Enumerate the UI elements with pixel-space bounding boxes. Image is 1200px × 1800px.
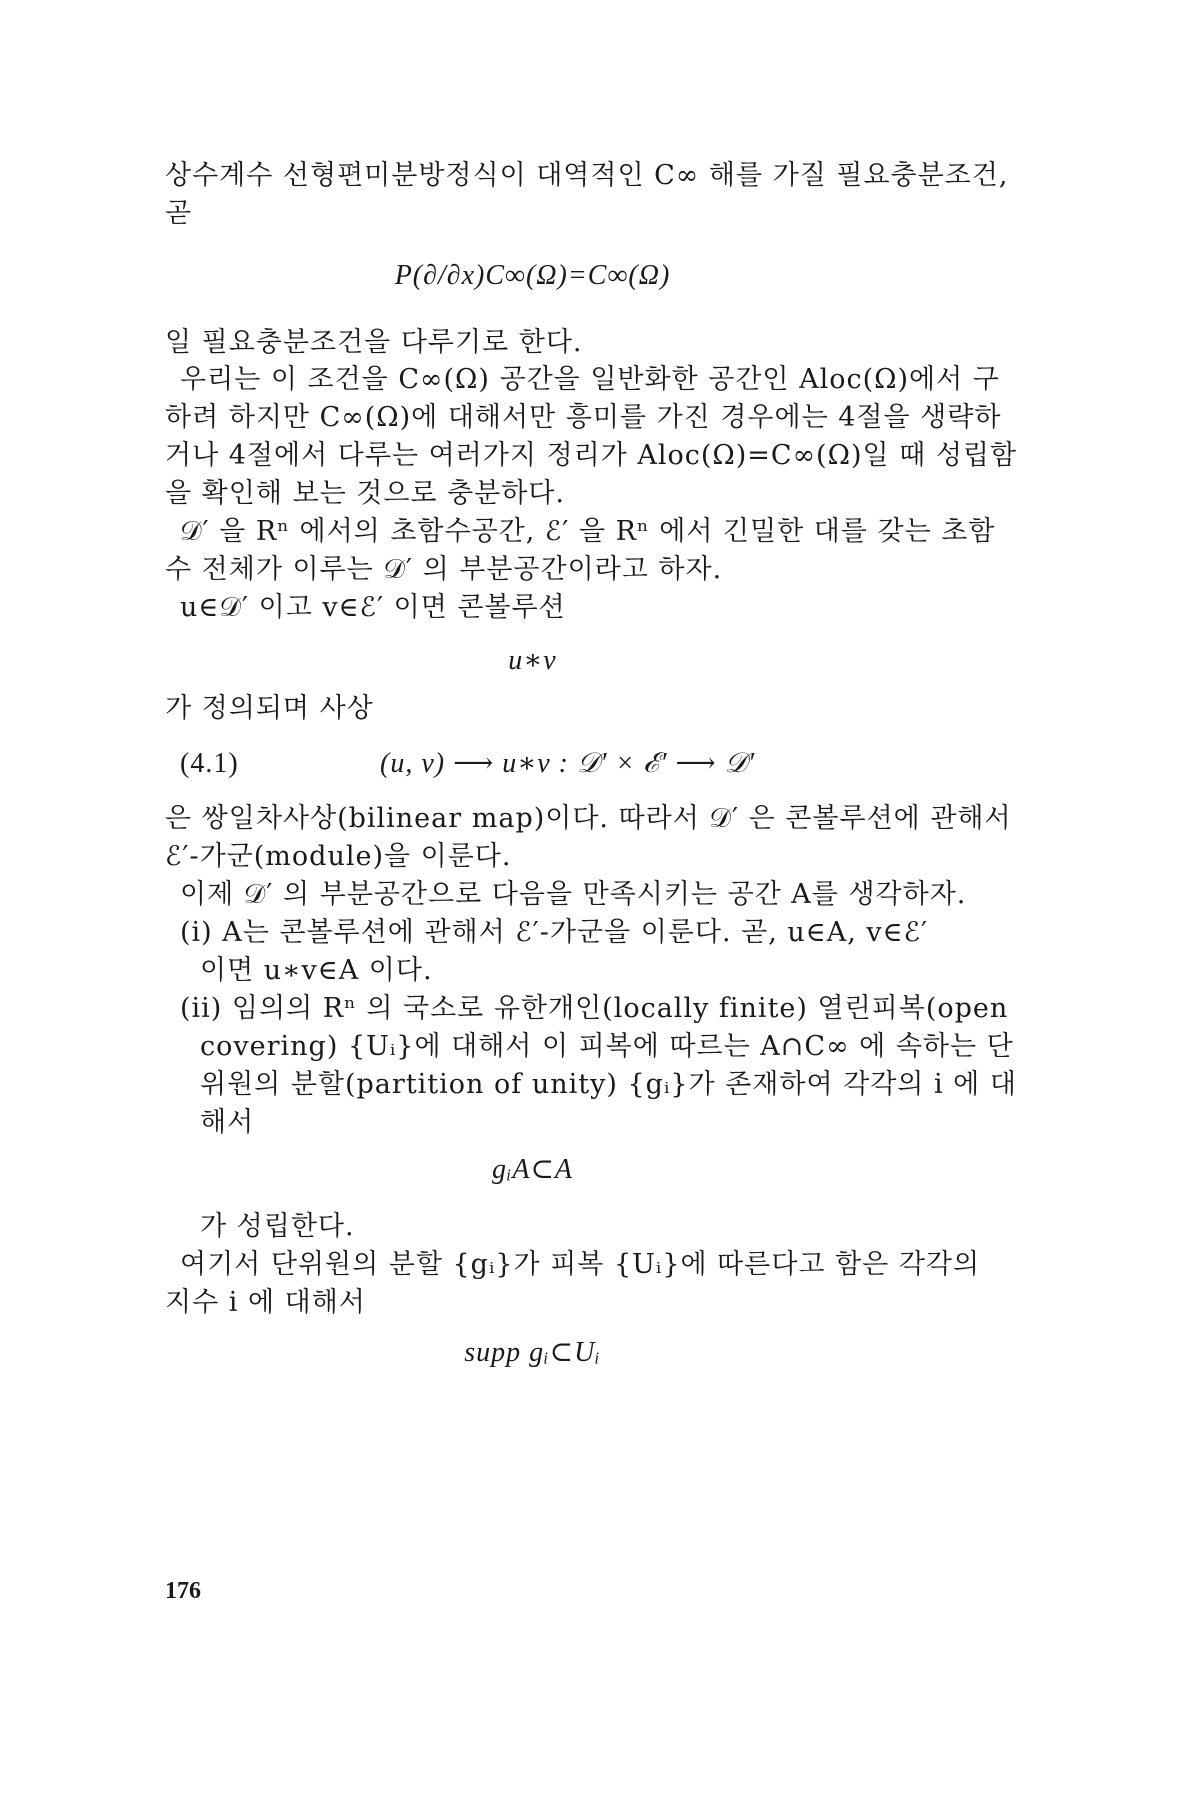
page-number: 176 xyxy=(165,1578,201,1604)
display-equation: supp gᵢ⊂Uᵢ xyxy=(464,1337,601,1368)
paragraph-line: 상수계수 선형편미분방정식이 대역적인 C∞ 해를 가질 필요충분조건, xyxy=(165,160,1009,191)
list-item-line: 해서 xyxy=(200,1107,255,1138)
list-item-line: (i) A는 콘볼루션에 관해서 ℰ′-가군을 이룬다. 곧, u∈A, v∈ℰ′ xyxy=(180,917,929,948)
paragraph-line: 은 쌍일차사상(bilinear map)이다. 따라서 𝒟′ 은 콘볼루션에 관해서 xyxy=(165,803,1012,834)
paragraph-line: 이제 𝒟′ 의 부분공간으로 다음을 만족시키는 공간 A를 생각하자. xyxy=(180,879,967,910)
display-equation: P(∂/∂x)C∞(Ω)=C∞(Ω) xyxy=(394,260,671,291)
paragraph-line: 𝒟′ 을 Rⁿ 에서의 초함수공간, ℰ′ 을 Rⁿ 에서 긴밀한 대를 갖는 초함 xyxy=(180,516,996,547)
paragraph-line: u∈𝒟′ 이고 v∈ℰ′ 이면 콘볼루션 xyxy=(180,592,566,623)
paragraph-line: 하려 하지만 C∞(Ω)에 대해서만 흥미를 가진 경우에는 4절을 생략하 xyxy=(165,402,1002,433)
paragraph-line: 여기서 단위원의 분할 {gᵢ}가 피복 {Uᵢ}에 따른다고 함은 각각의 xyxy=(180,1249,981,1280)
paragraph-line: 가 정의되며 사상 xyxy=(165,693,374,724)
paragraph-line: 을 확인해 보는 것으로 충분하다. xyxy=(165,478,565,509)
paragraph-line: 지수 i 에 대해서 xyxy=(165,1287,366,1318)
list-item-line: 위원의 분할(partition of unity) {gᵢ}가 존재하여 각각의 i 에 대 xyxy=(200,1069,1017,1100)
display-equation: gᵢA⊂A xyxy=(491,1154,574,1185)
list-item-line: (ii) 임의의 Rⁿ 의 국소로 유한개인(locally finite) 열린피복(open xyxy=(180,993,1009,1024)
paragraph-line: 가 성립한다. xyxy=(200,1211,355,1242)
paragraph-line: 곧 xyxy=(165,198,193,229)
equation-number: (4.1) xyxy=(180,748,239,779)
paragraph-line: 수 전체가 이루는 𝒟′ 의 부분공간이라고 하자. xyxy=(165,554,723,585)
paragraph-line: 우리는 이 조건을 C∞(Ω) 공간을 일반화한 공간인 Aloc(Ω)에서 구 xyxy=(180,364,1000,395)
paragraph-line: ℰ′-가군(module)을 이룬다. xyxy=(165,841,512,872)
display-equation: (u, v) ⟶ u∗v : 𝒟′ × ℰ′ ⟶ 𝒟′ xyxy=(380,748,756,779)
paragraph-line: 거나 4절에서 다루는 여러가지 정리가 Aloc(Ω)=C∞(Ω)일 때 성립함 xyxy=(165,440,1018,471)
paragraph-line: 일 필요충분조건을 다루기로 한다. xyxy=(165,327,583,358)
list-item-line: 이면 u∗v∈A 이다. xyxy=(200,955,433,986)
display-equation: u∗v xyxy=(508,645,557,676)
list-item-line: covering) {Uᵢ}에 대해서 이 피복에 따르는 A∩C∞ 에 속하는 단 xyxy=(200,1031,1014,1062)
